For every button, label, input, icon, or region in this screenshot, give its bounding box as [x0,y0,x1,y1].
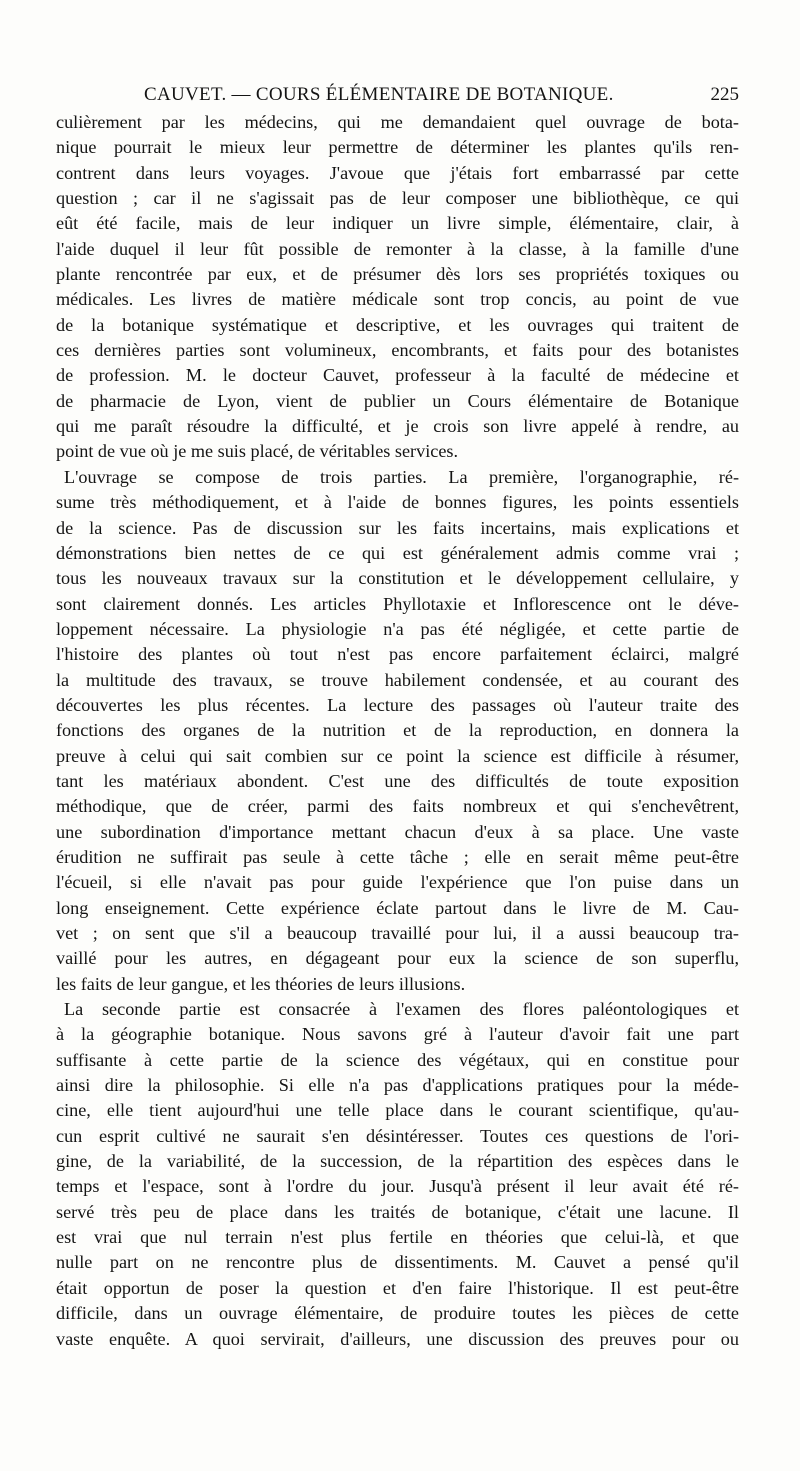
text-line: difficile, dans un ouvrage élémentaire, de produire toutes les pièces de cette [56,1303,739,1324]
page-header [56,80,739,110]
text-line: qui me paraît résoudre la difficulté, et je crois son livre appelé à rendre, au [56,416,739,437]
text-line: est vrai que nul terrain n'est plus fertile en théories que celui-là, et que [56,1227,739,1248]
page-number: 225 [710,84,739,105]
text-line: point de vue où je me suis placé, de véritables services. [56,441,459,462]
text-line: vaillé pour les autres, en dégageant pour eux la science de son superflu, [56,948,739,969]
text-line: ainsi dire la philosophie. Si elle n'a pas d'applications pratiques pour la méde- [56,1075,739,1096]
text-line: médicales. Les livres de matière médicale sont trop concis, au point de vue [56,289,739,310]
text-line: démonstrations bien nettes de ce qui est généralement admis comme vrai ; [56,542,739,563]
text-line: à la géographie botanique. Nous savons gré à l'auteur d'avoir fait une part [56,1024,739,1045]
text-line: temps et l'espace, sont à l'ordre du jour. Jusqu'à présent il leur avait été ré- [56,1176,739,1197]
text-line: long enseignement. Cette expérience éclate partout dans le livre de M. Cau- [56,897,739,918]
text-line: gine, de la variabilité, de la succession, de la répartition des espèces dans le [56,1151,739,1172]
text-line: La seconde partie est consacrée à l'examen des flores paléontologiques et [64,999,739,1020]
text-line: ces dernières parties sont volumineux, encombrants, et faits pour des botanistes [56,340,739,361]
text-line: de pharmacie de Lyon, vient de publier un Cours élémentaire de Botanique [56,390,739,411]
text-line: tous les nouveaux travaux sur la constitution et le développement cellulaire, y [56,568,739,589]
text-line: eût été facile, mais de leur indiquer un livre simple, élémentaire, clair, à [56,213,739,234]
text-line: une subordination d'importance mettant chacun d'eux à sa place. Une vaste [56,821,739,842]
text-line: nulle part on ne rencontre plus de dissentiments. M. Cauvet a pensé qu'il [56,1252,739,1273]
text-line: érudition ne suffirait pas seule à cette tâche ; elle en serait même peut-être [56,846,739,867]
text-line: était opportun de poser la question et d'en faire l'historique. Il est peut-être [56,1277,739,1298]
text-line: cine, elle tient aujourd'hui une telle place dans le courant scientifique, qu'au- [56,1100,739,1121]
text-line: nique pourrait le mieux leur permettre de déterminer les plantes qu'ils ren- [56,137,739,158]
text-line: l'histoire des plantes où tout n'est pas encore parfaitement éclairci, malgré [56,644,739,665]
text-line: cun esprit cultivé ne saurait s'en désintéresser. Toutes ces questions de l'ori- [56,1125,739,1146]
text-line: méthodique, que de créer, parmi des faits nombreux et qui s'enchevêtrent, [56,796,739,817]
text-line: de la science. Pas de discussion sur les faits incertains, mais explications et [56,517,739,538]
text-line: l'aide duquel il leur fût possible de remonter à la classe, à la famille d'une [56,238,739,259]
text-line: sont clairement donnés. Les articles Phyllotaxie et Inflorescence ont le déve- [56,593,739,614]
text-line: preuve à celui qui sait combien sur ce point la science est difficile à résumer, [56,745,739,766]
text-line: fonctions des organes de la nutrition et de la reproduction, en donnera la [56,720,739,741]
text-line: plante rencontrée par eux, et de présumer dès lors ses propriétés toxiques ou [56,264,739,285]
text-line: contrent dans leurs voyages. J'avoue que j'étais fort embarrassé par cette [56,162,739,183]
text-line: question ; car il ne s'agissait pas de leur composer une bibliothèque, ce qui [56,188,739,209]
text-line: servé très peu de place dans les traités de botanique, c'était une lacune. Il [56,1201,739,1222]
text-line: sume très méthodiquement, et à l'aide de bonnes figures, les points essentiels [56,492,739,513]
running-title: CAUVET. — COURS ÉLÉMENTAIRE DE BOTANIQUE. [144,84,614,105]
text-line: loppement nécessaire. La physiologie n'a pas été négligée, et cette partie de [56,618,739,639]
text-line: les faits de leur gangue, et les théories de leurs illusions. [56,973,466,994]
text-line: vaste enquête. A quoi servirait, d'ailleurs, une discussion des preuves pour ou [56,1328,739,1349]
text-line: de la botanique systématique et descriptive, et les ouvrages qui traitent de [56,314,739,335]
text-line: la multitude des travaux, se trouve habilement condensée, et au courant des [56,669,739,690]
text-line: L'ouvrage se compose de trois parties. La première, l'organographie, ré- [64,466,739,487]
text-line: tant les matériaux abondent. C'est une des difficultés de toute exposition [56,770,739,791]
text-line: suffisante à cette partie de la science des végétaux, qui en constitue pour [56,1049,739,1070]
body-text [56,110,739,1352]
text-line: vet ; on sent que s'il a beaucoup travaillé pour lui, il a aussi beaucoup tra- [56,923,739,943]
text-line: culièrement par les médecins, qui me demandaient quel ouvrage de bota- [56,112,739,132]
text-line: découvertes les plus récentes. La lecture des passages où l'auteur traite des [56,694,739,715]
text-line: l'écueil, si elle n'avait pas pour guide l'expérience que l'on puise dans un [56,872,739,893]
text-line: de profession. M. le docteur Cauvet, professeur à la faculté de médecine et [56,365,739,386]
